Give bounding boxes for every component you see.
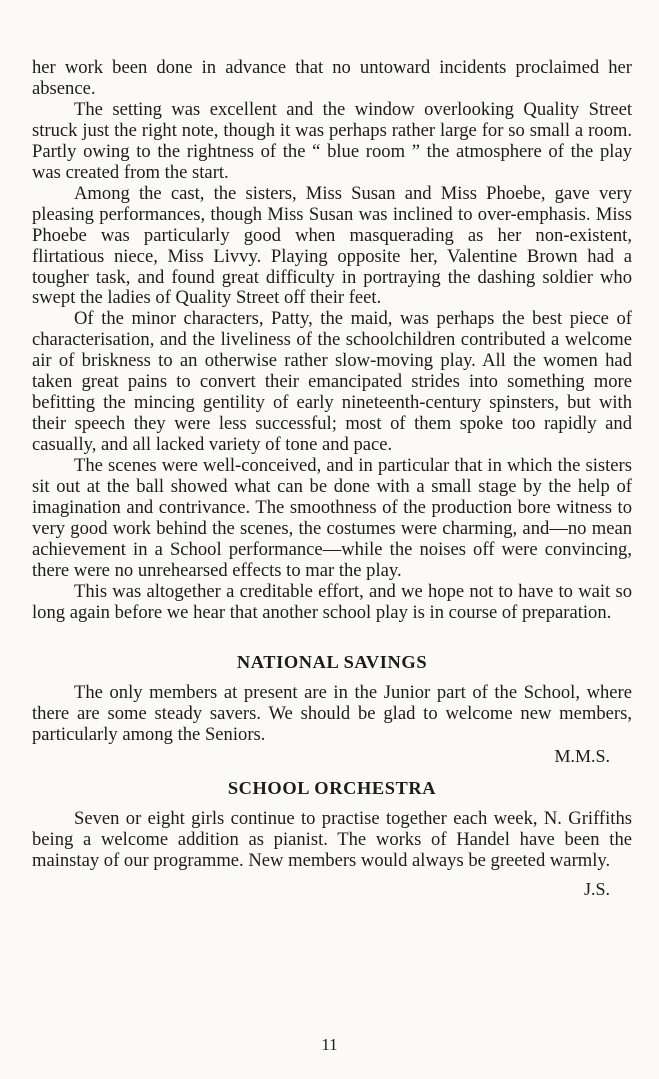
national-savings-heading: NATIONAL SAVINGS	[236, 651, 428, 672]
play-review-article	[32, 58, 632, 624]
school-orchestra-section	[32, 777, 632, 901]
school-orchestra-heading: SCHOOL ORCHESTRA	[227, 777, 437, 798]
school-orchestra-signature: J.S.	[583, 879, 610, 900]
article-paragraph: The scenes were well-conceived, and in particular that in which the sisters sit out at the ball showed what can be done with a small stage by the help of imagination and contrivance. The smoothness of the production bore witness to very good work behind the scenes, the costumes were charming, and—no mean achievement in a School performance—while the noises off were convincing, there were no unrehearsed effects to mar the play.	[32, 455, 632, 581]
page-number: 11	[321, 1035, 338, 1054]
school-orchestra-text: Seven or eight girls continue to practise together each week, N. Griffiths being a welcome addition as pianist. The works of Handel have been the mainstay of our programme. New members would always be greeted warmly.	[32, 807, 632, 871]
article-paragraph: Among the cast, the sisters, Miss Susan and Miss Phoebe, gave very pleasing performances, though Miss Susan was inclined to over-emphasis. Miss Phoebe was particularly good when masquerading as her non-existent, flirtatious niece, Miss Livvy. Playing opposite her, Valentine Brown had a tougher task, and found great difficulty in portraying the dashing soldier who swept the ladies of Quality Street off their feet.	[32, 182, 632, 309]
article-paragraph: The setting was excellent and the window overlooking Quality Street struck just the right note, though it was perhaps rather large for so small a room. Partly owing to the rightness of the “ blue room ” the atmosphere of the play was created from the start.	[32, 98, 632, 183]
national-savings-text: The only members at present are in the Junior part of the School, where there are some steady savers. We should be glad to welcome new members, particularly among the Seniors.	[32, 681, 632, 745]
national-savings-section	[32, 651, 632, 767]
page-content	[32, 58, 632, 900]
article-paragraph: her work been done in advance that no untoward incidents proclaimed her absence.	[32, 57, 632, 99]
national-savings-signature: M.M.S.	[554, 745, 610, 766]
article-paragraph: Of the minor characters, Patty, the maid, was perhaps the best piece of characterisation, and the liveliness of the schoolchildren contributed a welcome air of briskness to an otherwise rather slow-moving play. All the women had taken great pains to convert their emancipated strides into something more befitting the mincing gentility of early nineteenth-century spinsters, but with their speech they were less successful; most of them spoke too rapidly and casually, and all lacked variety of tone and pace.	[32, 308, 632, 456]
article-paragraph: This was altogether a creditable effort, and we hope not to have to wait so long again before we hear that another school play is in course of preparation.	[32, 580, 632, 623]
